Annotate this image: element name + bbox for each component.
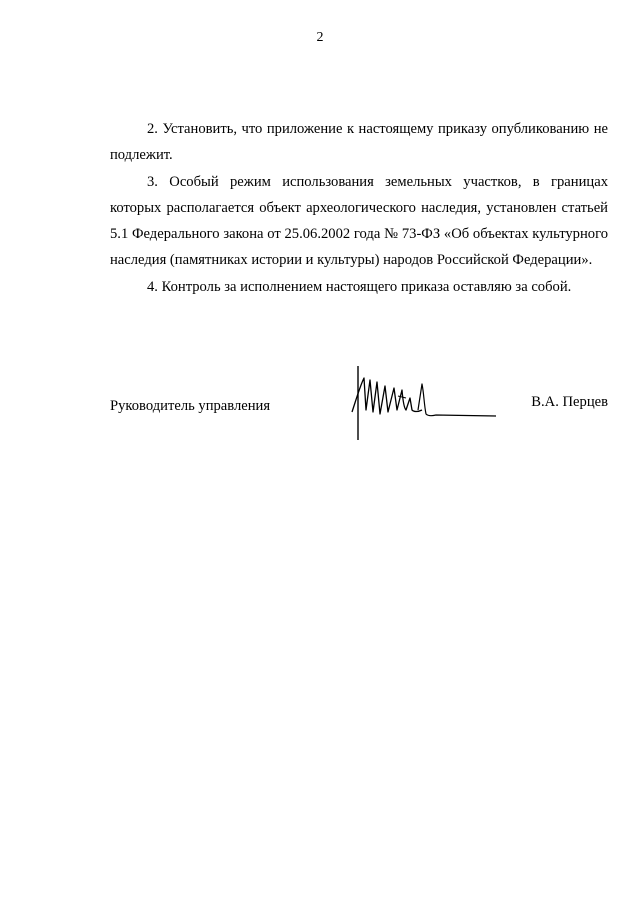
signer-position: Руководитель управления (110, 398, 271, 414)
page-number: 2 (316, 30, 324, 45)
document-body (110, 116, 608, 301)
signer-name: В.А. Перцев (531, 394, 608, 410)
paragraph-land-use-regime: 3. Особый режим использования земельных участков, в границах которых располагается объект археологического наследия, установлен статьей 5.1 Федерального закона от 25.06.2002 года № 73-ФЗ «Об объектах культурного наследия (памятниках истории и культуры) народов Российской Федерации». (110, 174, 608, 268)
paragraph-control: 4. Контроль за исполнением настоящего приказа оставляю за собой. (147, 279, 572, 295)
paragraph-publication: 2. Установить, что приложение к настоящему приказу опубликованию не подлежит. (110, 121, 608, 163)
handwritten-signature-icon (340, 360, 500, 444)
